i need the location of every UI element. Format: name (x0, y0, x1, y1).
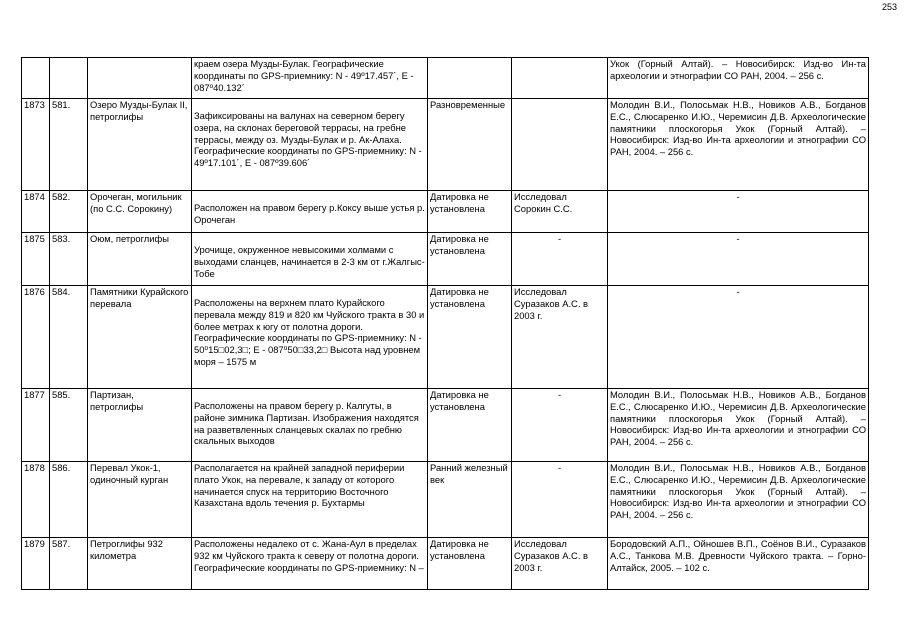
dating-cell: Ранний железный век (428, 462, 512, 538)
row-id-cell: 1873 (22, 99, 50, 191)
row-number-cell: 585. (50, 389, 88, 462)
bibliography-cell: - (608, 286, 869, 389)
row-id-cell: 1874 (22, 191, 50, 233)
description-cell: Зафиксированы на валунах на северном берегу озера, на склонах береговой террасы, на гребне террасы, между оз. Музды-Булак и р. Ак-Алаха. Географические координаты по GPS-приемнику: N - 49º17.101´, E - 087º39.606´ (192, 99, 428, 191)
researcher-cell: - (512, 462, 608, 538)
site-name-cell: Орочеган, могильник (по С.С. Сорокину) (88, 191, 192, 233)
dating-cell: Датировка не установлена (428, 538, 512, 590)
site-name-cell (88, 58, 192, 99)
table-row (22, 58, 869, 99)
site-name-cell: Памятники Курайского перевала (88, 286, 192, 389)
researcher-cell: Исследовал Суразаков А.С. в 2003 г. (512, 286, 608, 389)
bibliography-cell: - (608, 191, 869, 233)
site-name-cell: Оюм, петроглифы (88, 233, 192, 286)
row-number-cell: 587. (50, 538, 88, 590)
bibliography-cell: Укок (Горный Алтай). – Новосибирск: Изд-во Ин-та археологии и этнографии СО РАН, 2004. – 256 с. (608, 58, 869, 99)
site-name-cell: Перевал Укок-1, одиночный курган (88, 462, 192, 538)
table-row (22, 191, 869, 233)
table-row (22, 233, 869, 286)
dating-cell: Датировка не установлена (428, 389, 512, 462)
row-number-cell (50, 58, 88, 99)
row-id-cell: 1875 (22, 233, 50, 286)
dating-cell: Датировка не установлена (428, 233, 512, 286)
researcher-cell: - (512, 233, 608, 286)
site-name-cell: Озеро Музды-Булак II, петроглифы (88, 99, 192, 191)
description-cell: Располагается на крайней западной периферии плато Укок, на перевале, к западу от которого начинается спуск на территорию Восточного Казахстана вдоль течения р. Бухтармы (192, 462, 428, 538)
row-number-cell: 582. (50, 191, 88, 233)
row-number-cell: 586. (50, 462, 88, 538)
table-row (22, 538, 869, 590)
row-number-cell: 584. (50, 286, 88, 389)
description-cell: Расположены на правом берегу р. Калгуты, в районе зимника Партизан. Изображения находятся на разветвленных сланцевых скалах по гребню скальных выходов (192, 389, 428, 462)
page-number: 253 (881, 2, 897, 12)
dating-cell (428, 58, 512, 99)
site-name-cell: Петроглифы 932 километра (88, 538, 192, 590)
researcher-cell: Исследовал Сорокин С.С. (512, 191, 608, 233)
row-id-cell (22, 58, 50, 99)
description-cell: Расположены на верхнем плато Курайского перевала между 819 и 820 км Чуйского тракта в 30 и более метрах к югу от полотна дороги. Географические координаты по GPS-приемнику: N - 50⁰15□02,3□; E - 087⁰50□33,2□ Высота над уровнем моря – 1575 м (192, 286, 428, 389)
site-name-cell: Партизан, петроглифы (88, 389, 192, 462)
bibliography-cell: Молодин В.И., Полосьмак Н.В., Новиков А.В., Богданов Е.С., Слюсаренко И.Ю., Черемисин Д.В. Археологические памятники плоскогорья Укок (Горный Алтай). – Новосибирск: Изд-во Ин-та археологии и этнографии СО РАН, 2004. – 256 с. (608, 99, 869, 191)
row-number-cell: 581. (50, 99, 88, 191)
table-row (22, 99, 869, 191)
dating-cell: Разновременные (428, 99, 512, 191)
bibliography-cell: - (608, 233, 869, 286)
row-id-cell: 1879 (22, 538, 50, 590)
description-cell: Расположены недалеко от с. Жана-Аул в пределах 932 км Чуйского тракта к северу от полотна дороги. Географические координаты по GPS-приемнику: N – (192, 538, 428, 590)
description-cell: Расположен на правом берегу р.Коксу выше устья р. Орочеган (192, 191, 428, 233)
researcher-cell (512, 99, 608, 191)
row-number-cell: 583. (50, 233, 88, 286)
description-cell: краем озера Музды-Булак. Географические координаты по GPS-приемнику: N - 49º17.457´, E - 087º40.132´ (192, 58, 428, 99)
row-id-cell: 1878 (22, 462, 50, 538)
researcher-cell: Исследовал Суразаков А.С. в 2003 г. (512, 538, 608, 590)
table-row (22, 286, 869, 389)
bibliography-cell: Бородовский А.П., Ойношев В.П., Соёнов В.И., Суразаков А.С., Танкова М.В. Древности Чуйского тракта. – Горно-Алтайск, 2005. – 102 с. (608, 538, 869, 590)
row-id-cell: 1877 (22, 389, 50, 462)
dating-cell: Датировка не установлена (428, 191, 512, 233)
row-id-cell: 1876 (22, 286, 50, 389)
researcher-cell: - (512, 389, 608, 462)
description-cell: Урочище, окруженное невысокими холмами с выходами сланцев, начинается в 2-3 км от г.Жалгыс-Тобе (192, 233, 428, 286)
bibliography-cell: Молодин В.И., Полосьмак Н.В., Новиков А.В., Богданов Е.С., Слюсаренко И.Ю., Черемисин Д.В. Археологические памятники плоскогорья Укок (Горный Алтай). – Новосибирск: Изд-во Ин-та археологии и этнографии СО РАН, 2004. – 256 с. (608, 389, 869, 462)
researcher-cell (512, 58, 608, 99)
dating-cell: Датировка не установлена (428, 286, 512, 389)
monuments-table (21, 57, 869, 590)
bibliography-cell: Молодин В.И., Полосьмак Н.В., Новиков А.В., Богданов Е.С., Слюсаренко И.Ю., Черемисин Д.В. Археологические памятники плоскогорья Укок (Горный Алтай). – Новосибирск: Изд-во Ин-та археологии и этнографии СО РАН, 2004. – 256 с. (608, 462, 869, 538)
table-row (22, 462, 869, 538)
table-row (22, 389, 869, 462)
